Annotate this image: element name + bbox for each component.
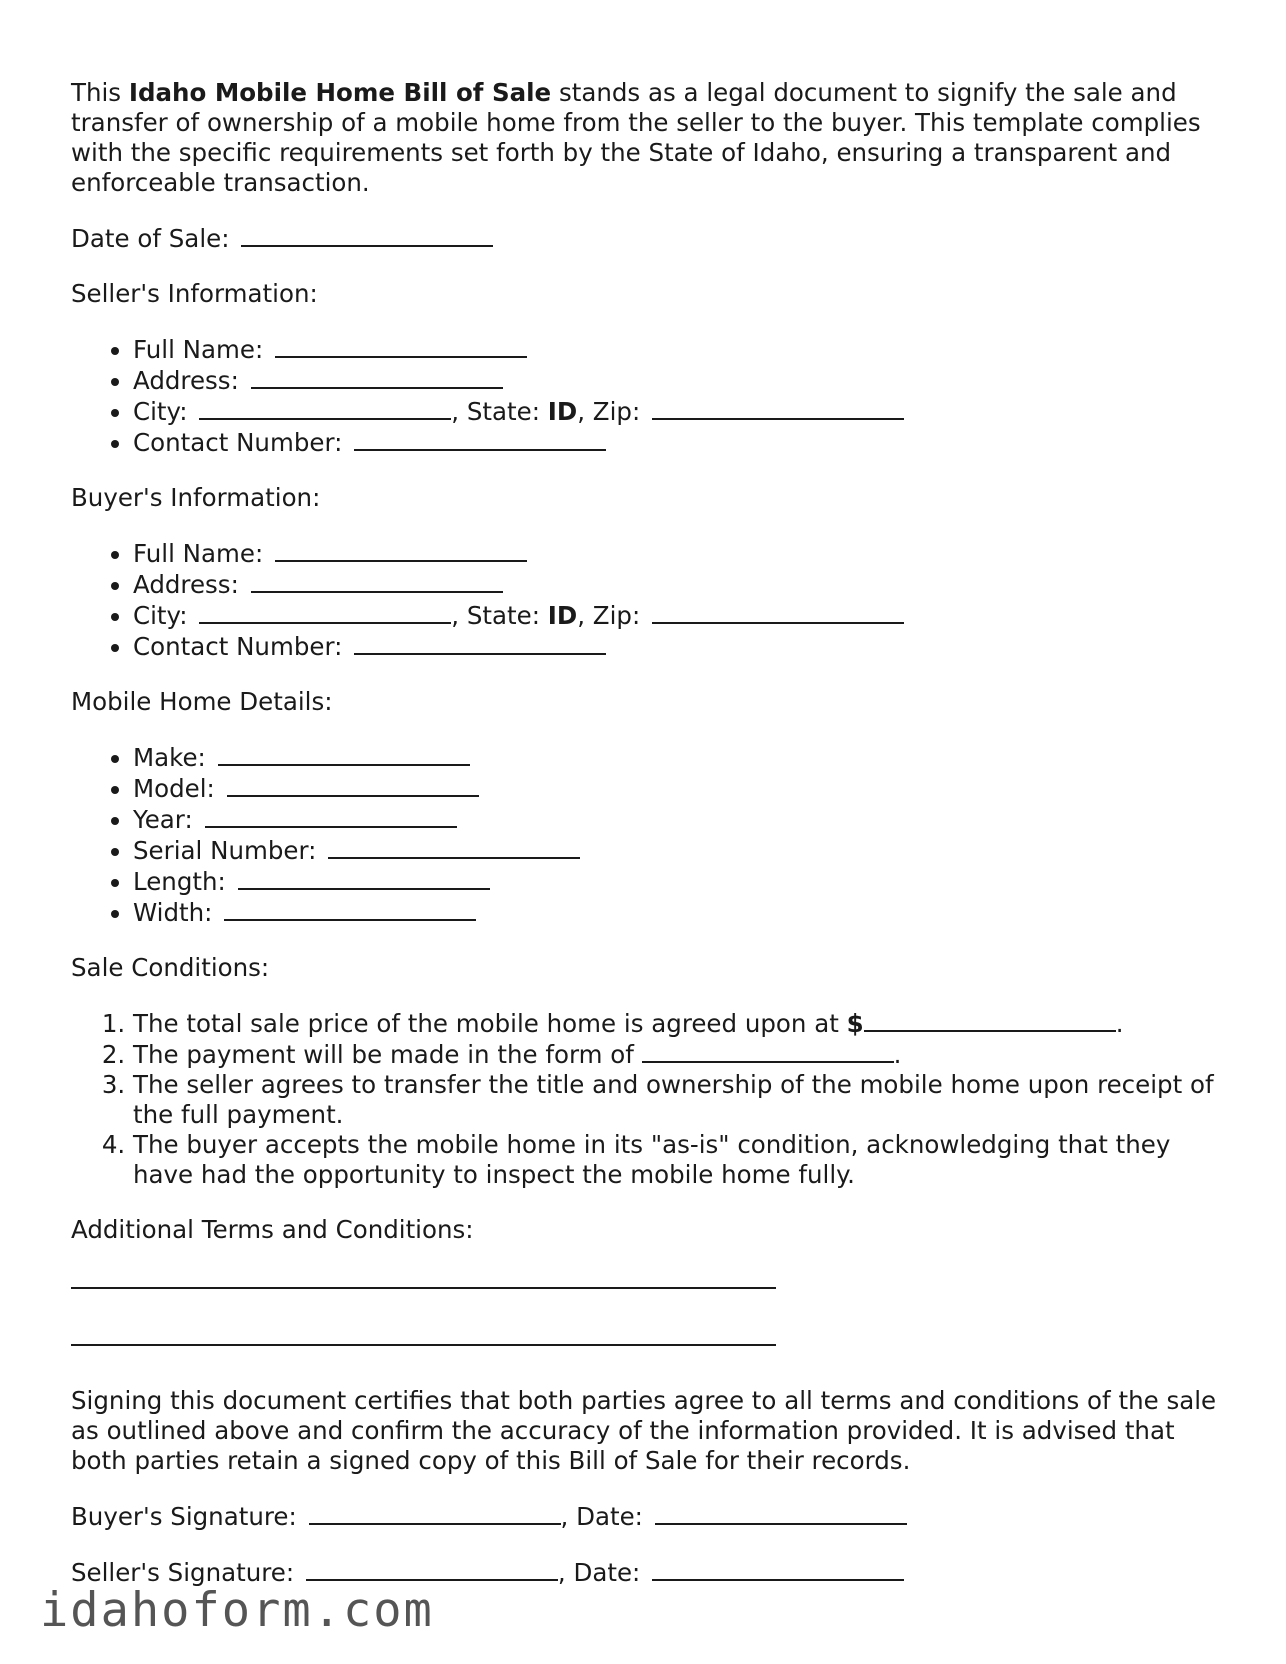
seller-zip-label: , Zip: (577, 397, 641, 426)
buyer-city-label: City: (133, 601, 188, 630)
buyer-full-name-label: Full Name: (133, 539, 264, 568)
period: . (893, 1040, 902, 1069)
buyer-contact-label: Contact Number: (133, 632, 343, 661)
seller-contact-field[interactable] (354, 427, 606, 451)
sale-price-field[interactable] (864, 1008, 1116, 1032)
buyer-heading: Buyer's Information: (71, 483, 321, 512)
home-details-list (71, 742, 1231, 928)
list-item (133, 835, 1231, 866)
serial-number-field[interactable] (328, 835, 580, 859)
intro-paragraph (71, 78, 1231, 198)
make-label: Make: (133, 743, 206, 772)
seller-full-name-label: Full Name: (133, 335, 264, 364)
seller-address-label: Address: (133, 366, 239, 395)
make-field[interactable] (218, 742, 470, 766)
list-item (133, 773, 1231, 804)
list-item (133, 538, 1231, 569)
list-item (133, 600, 1231, 631)
seller-address-field[interactable] (251, 365, 503, 389)
bill-of-sale-document (71, 78, 1231, 1613)
buyer-signature-line (71, 1501, 1231, 1532)
buyer-zip-label: , Zip: (577, 601, 641, 630)
list-item (133, 334, 1231, 365)
closing-paragraph: Signing this document certifies that both parties agree to all terms and conditions of the sale as outlined above and confirm the accuracy of the information provided. It is advised that both parties retain a signed copy of this Bill of Sale for their records. (71, 1386, 1217, 1475)
seller-info-list (71, 334, 1231, 458)
payment-form-field[interactable] (642, 1039, 894, 1063)
buyer-contact-field[interactable] (354, 631, 606, 655)
date-of-sale-field[interactable] (241, 223, 493, 247)
list-item (133, 427, 1231, 458)
payment-form-text: The payment will be made in the form of (133, 1040, 642, 1069)
sale-conditions-heading: Sale Conditions: (71, 953, 270, 982)
buyer-full-name-field[interactable] (275, 538, 527, 562)
intro-prefix: This (71, 78, 129, 107)
model-field[interactable] (227, 773, 479, 797)
list-item (133, 631, 1231, 662)
buyer-address-label: Address: (133, 570, 239, 599)
list-item (133, 1039, 1231, 1070)
buyer-zip-field[interactable] (652, 600, 904, 624)
buyer-signature-label: Buyer's Signature: (71, 1502, 297, 1531)
seller-signature-field[interactable] (306, 1557, 558, 1581)
buyer-city-field[interactable] (199, 600, 451, 624)
date-of-sale-label: Date of Sale: (71, 224, 230, 253)
seller-city-field[interactable] (199, 396, 451, 420)
list-item: 3. The seller agrees to transfer the title and ownership of the mobile home upon receipt of the full payment. (133, 1070, 1231, 1130)
additional-terms-heading: Additional Terms and Conditions: (71, 1215, 474, 1244)
width-field[interactable] (224, 897, 476, 921)
buyer-info-list (71, 538, 1231, 662)
buyer-signature-date-field[interactable] (655, 1501, 907, 1525)
additional-terms-lines (71, 1287, 1231, 1346)
buyer-signature-field[interactable] (309, 1501, 561, 1525)
intro-body: stands as a legal document to signify the sale and transfer of ownership of a mobile home from the seller to the buyer. This template complies with the specific requirements set forth by the State of Idaho, ensuring a transparent and enforceable transaction. (71, 78, 1201, 197)
year-label: Year: (133, 805, 193, 834)
list-item (133, 1008, 1231, 1039)
list-item: 4. The buyer accepts the mobile home in its "as-is" condition, acknowledging that they have had the opportunity to inspect the mobile home fully. (133, 1130, 1231, 1190)
serial-number-label: Serial Number: (133, 836, 317, 865)
list-item (133, 804, 1231, 835)
list-item (133, 365, 1231, 396)
home-details-heading: Mobile Home Details: (71, 687, 333, 716)
buyer-address-field[interactable] (251, 569, 503, 593)
list-item (133, 742, 1231, 773)
sale-conditions-list (71, 1008, 1231, 1190)
additional-terms-line-2[interactable] (71, 1344, 776, 1346)
list-item (133, 569, 1231, 600)
seller-state-label: , State: (451, 397, 540, 426)
watermark: idahoform.com (40, 1583, 434, 1638)
buyer-state-value: ID (547, 601, 578, 630)
document-title: Idaho Mobile Home Bill of Sale (128, 78, 552, 107)
buyer-state-label: , State: (451, 601, 540, 630)
seller-full-name-field[interactable] (275, 334, 527, 358)
length-label: Length: (133, 867, 226, 896)
width-label: Width: (133, 898, 213, 927)
additional-terms-line-1[interactable] (71, 1287, 776, 1289)
currency-symbol: $ (846, 1009, 864, 1038)
sale-price-text: The total sale price of the mobile home is agreed upon at (133, 1009, 847, 1038)
list-item (133, 396, 1231, 427)
period: . (1115, 1009, 1124, 1038)
seller-contact-label: Contact Number: (133, 428, 343, 457)
list-item (133, 866, 1231, 897)
year-field[interactable] (205, 804, 457, 828)
seller-signature-date-field[interactable] (652, 1557, 904, 1581)
list-item (133, 897, 1231, 928)
buyer-date-label: , Date: (560, 1502, 643, 1531)
seller-state-value: ID (547, 397, 578, 426)
seller-heading: Seller's Information: (71, 279, 318, 308)
length-field[interactable] (238, 866, 490, 890)
date-of-sale-line (71, 223, 1231, 254)
seller-city-label: City: (133, 397, 188, 426)
seller-date-label: , Date: (557, 1558, 641, 1587)
seller-signature-label: Seller's Signature: (71, 1558, 295, 1587)
seller-zip-field[interactable] (652, 396, 904, 420)
model-label: Model: (133, 774, 215, 803)
